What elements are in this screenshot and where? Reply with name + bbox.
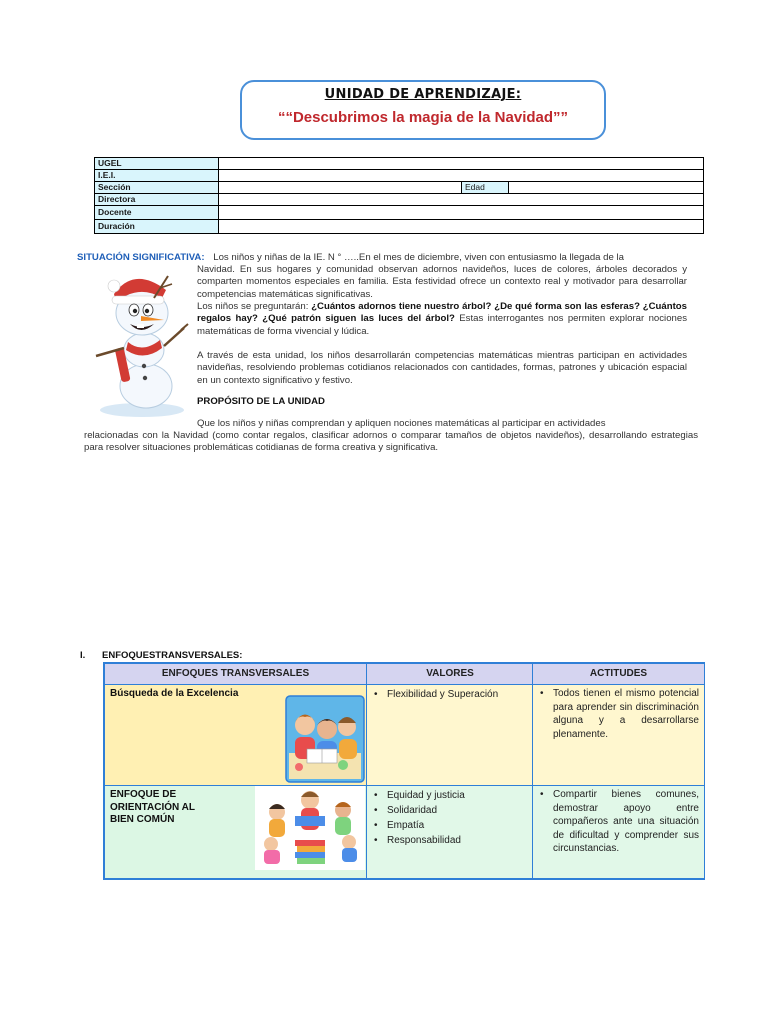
valor-item: • Solidaridad (387, 803, 529, 818)
valores-row-1 (367, 685, 533, 786)
valor-item: • Equidad y justicia (387, 788, 529, 803)
situacion-first-line (77, 252, 667, 264)
column-actitudes (532, 664, 704, 878)
duracion-value[interactable] (219, 220, 704, 234)
seccion-value[interactable] (219, 182, 462, 194)
actitudes-row-2 (533, 786, 704, 878)
situacion-paragraph-3: A través de esta unidad, los niños desarrollarán competencias matemáticas mientras participan en actividades navideñas, resolviendo problemas cotidianos relacionados con cantidades, formas, patrones y ubicación espacial en un contexto significativo y festivo. (197, 350, 687, 386)
header-enfoques: ENFOQUES TRANSVERSALES (105, 664, 366, 685)
docente-value[interactable] (219, 206, 704, 220)
header-valores: VALORES (367, 664, 533, 685)
actitudes-row-1 (533, 685, 704, 786)
proposito-line1: Que los niños y niñas comprendan y apliquen nociones matemáticas al participar en actividades (197, 418, 606, 429)
actitud-text-1: • Todos tienen el mismo potencial para aprender sin discriminación alguna y a desarrollarse plenamente. (553, 687, 699, 741)
info-table (94, 157, 704, 234)
unit-title: UNIDAD DE APRENDIZAJE: (324, 87, 522, 102)
header-actitudes: ACTITUDES (533, 664, 704, 685)
situacion-p2-post: Estas interrogantes nos permiten explorar nociones matemáticas de forma vivencial y lúdica. (197, 313, 687, 337)
docente-label: Docente (95, 206, 219, 220)
enfoque-row-1 (105, 685, 366, 786)
edad-label: Edad (462, 182, 509, 194)
section-heading (80, 650, 242, 661)
situacion-p2-pre: Los niños se preguntarán: (197, 301, 312, 312)
enfoque-row-2 (105, 786, 366, 878)
valores-list-1 (367, 687, 529, 702)
ugel-label: UGEL (95, 158, 219, 170)
iei-label: I.E.I. (95, 170, 219, 182)
section-title: ENFOQUESTRANSVERSALES: (102, 650, 243, 661)
unit-subtitle: ““Descubrimos la magia de la Navidad”” (277, 109, 569, 126)
enfoques-table (103, 662, 705, 880)
enfoque-name-1: Búsqueda de la Excelencia (110, 688, 239, 699)
actitud-text-2: • Compartir bienes comunes, demostrar apoyo entre compañeros ante una situación de dificultad y comprender sus circunstancias. (553, 788, 699, 856)
directora-label: Directora (95, 194, 219, 206)
duracion-label: Duración (95, 220, 219, 234)
proposito-title: PROPÓSITO DE LA UNIDAD (197, 396, 325, 407)
valor-item: • Flexibilidad y Superación (387, 687, 529, 702)
proposito-text: relacionadas con la Navidad (como contar regalos, clasificar adornos o comparar tamaños de objetos navideños), desarrollando estrategias para resolver situaciones problemáticas cotidianas de forma creativa y significativa. (84, 430, 698, 454)
title-box (240, 80, 606, 140)
seccion-label: Sección (95, 182, 219, 194)
children-reading-image (285, 695, 365, 783)
children-books-image (255, 786, 365, 870)
situacion-paragraph-1: Navidad. En sus hogares y comunidad observan adornos navideños, luces de colores, árboles decorados y comparten momentos especiales en familia. Esta festividad ofrece un contexto real y motivador para desarrollar competencias matemáticas significativas. (197, 264, 687, 300)
edad-value[interactable] (509, 182, 704, 194)
valores-row-2 (367, 786, 533, 878)
iei-value[interactable] (219, 170, 704, 182)
valor-item: • Empatía (387, 818, 529, 833)
valores-list-2 (367, 788, 529, 848)
directora-value[interactable] (219, 194, 704, 206)
situacion-questions: ¿Cuántos adornos tiene nuestro árbol? ¿De qué forma son las esferas? ¿Cuántos regalos hay? ¿Qué patrón siguen las luces del árbol? (197, 301, 687, 325)
column-valores (366, 664, 533, 878)
enfoque-name-2: ENFOQUE DE ORIENTACIÓN AL BIEN COMÚN (110, 789, 195, 825)
section-number: I. (80, 650, 86, 661)
situacion-label: SITUACIÓN SIGNIFICATIVA: (77, 252, 205, 263)
situacion-paragraph-2 (197, 301, 687, 338)
ugel-value[interactable] (219, 158, 704, 170)
snowman-image (84, 268, 194, 418)
valor-item: • Responsabilidad (387, 833, 529, 848)
situacion-p1-line1: Los niños y niñas de la IE. N ° …..En el mes de diciembre, viven con entusiasmo la llegada de la (213, 252, 624, 263)
column-enfoques (105, 664, 366, 878)
